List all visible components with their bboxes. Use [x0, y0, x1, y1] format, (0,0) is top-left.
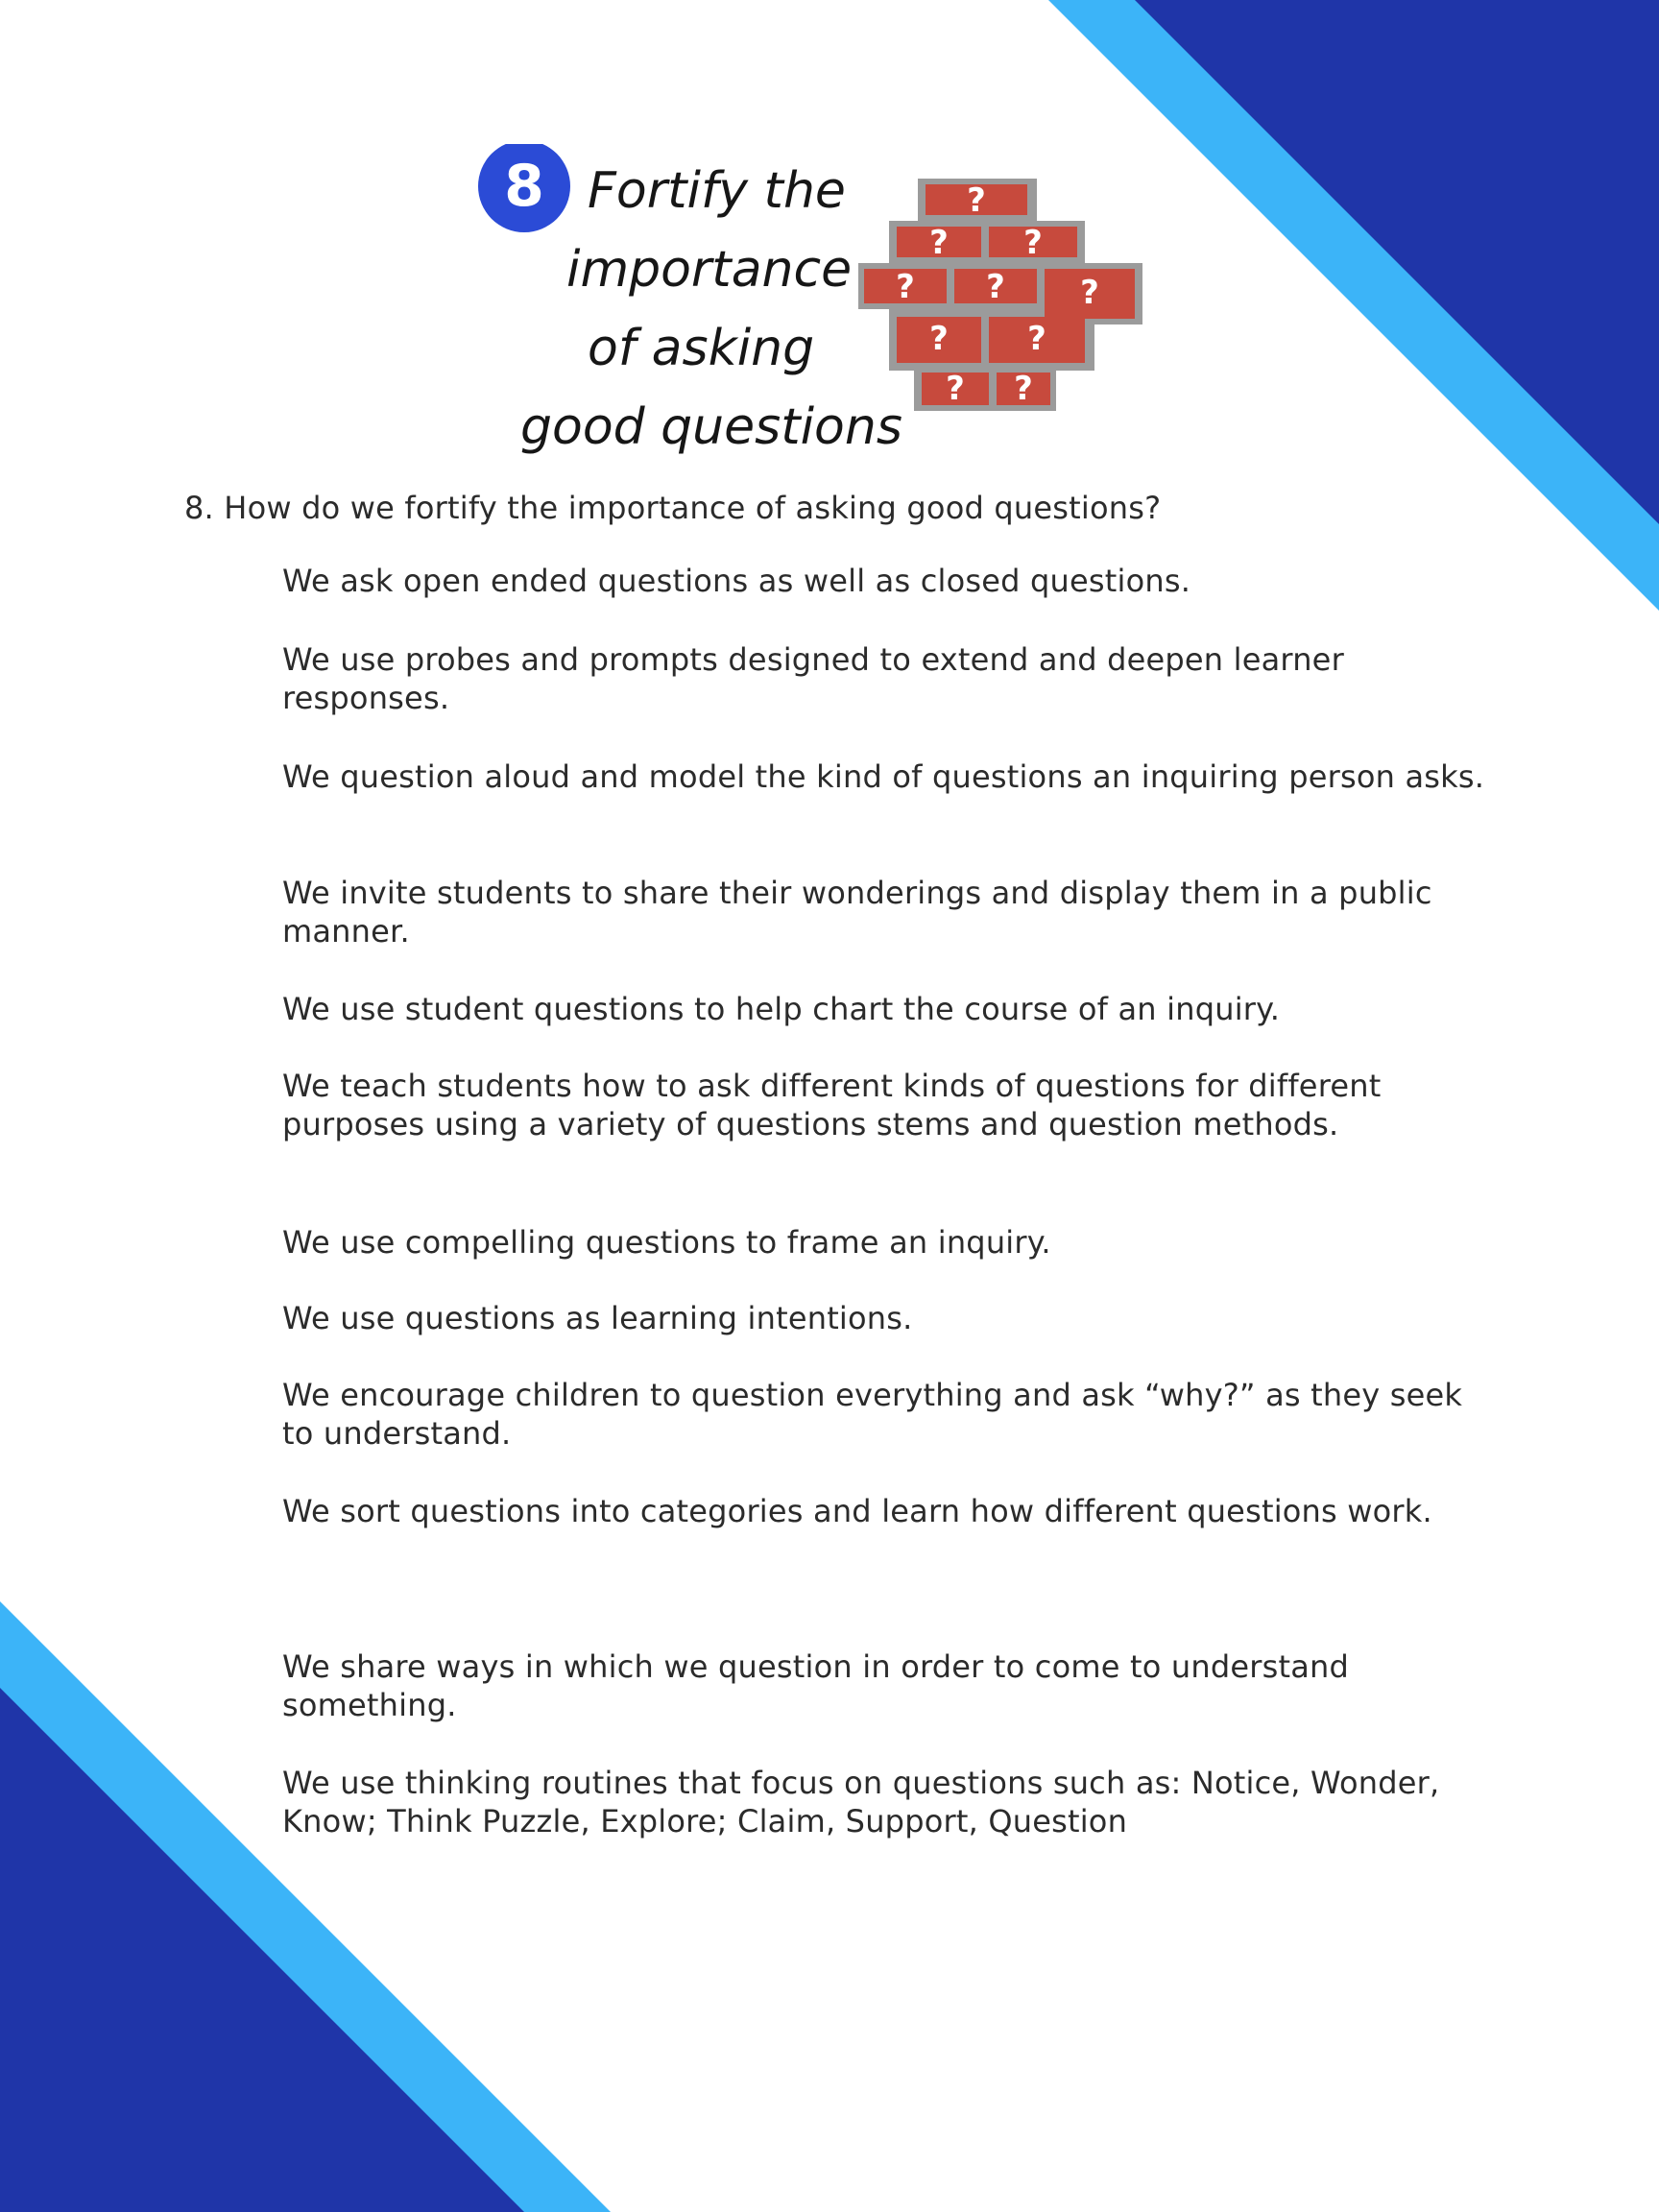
title-line-1: Fortify the: [588, 162, 846, 220]
main-question: 8. How do we fortify the importance of asking good questions?: [184, 490, 1162, 526]
brick-question-mark: ?: [946, 370, 965, 408]
brick-row-1: [926, 181, 1027, 220]
answer-item-8: We use questions as learning intentions.: [282, 1300, 913, 1336]
brick-question-mark: ?: [929, 224, 949, 262]
answer-item-4: We invite students to share their wonderings and display them in a public manner.: [282, 875, 1432, 950]
title-line-2: importance: [566, 241, 853, 299]
title-line-4: good questions: [520, 398, 902, 456]
brick-question-mark: ?: [1023, 224, 1043, 262]
brick-question-mark: ?: [986, 268, 1005, 306]
answer-item-2: We use probes and prompts designed to extend and deepen learner responses.: [282, 641, 1344, 716]
answer-item-7: We use compelling questions to frame an inquiry.: [282, 1224, 1051, 1261]
answer-item-12: We use thinking routines that focus on questions such as: Notice, Wonder, Know; Think Puzzle, Explore; Claim, Support, Question: [282, 1765, 1440, 1839]
brick-question-mark: ?: [967, 181, 986, 220]
answer-item-3: We question aloud and model the kind of questions an inquiring person asks.: [282, 758, 1485, 795]
badge-number: 8: [504, 153, 544, 220]
title-line-3: of asking: [588, 320, 815, 377]
answer-item-10: We sort questions into categories and learn how different questions work.: [282, 1493, 1432, 1529]
brick-question-mark: ?: [1014, 370, 1033, 408]
brick-question-mark: ?: [896, 268, 915, 306]
brick-question-mark: ?: [1027, 320, 1046, 358]
brick-row-5: [922, 370, 1050, 408]
brick-question-mark: ?: [1080, 274, 1099, 312]
brick-question-mark: ?: [929, 320, 949, 358]
answer-item-11: We share ways in which we question in order to come to understand something.: [282, 1648, 1350, 1723]
answer-item-5: We use student questions to help chart the course of an inquiry.: [282, 991, 1281, 1027]
header-graphic: [470, 144, 1162, 480]
answer-item-6: We teach students how to ask different kinds of questions for different purposes using a variety of questions stems and question methods.: [282, 1068, 1382, 1142]
answer-item-1: We ask open ended questions as well as closed questions.: [282, 563, 1191, 599]
answer-item-9: We encourage children to question everything and ask “why?” as they seek to understand.: [282, 1377, 1463, 1452]
brick-row-4: [897, 317, 1085, 363]
